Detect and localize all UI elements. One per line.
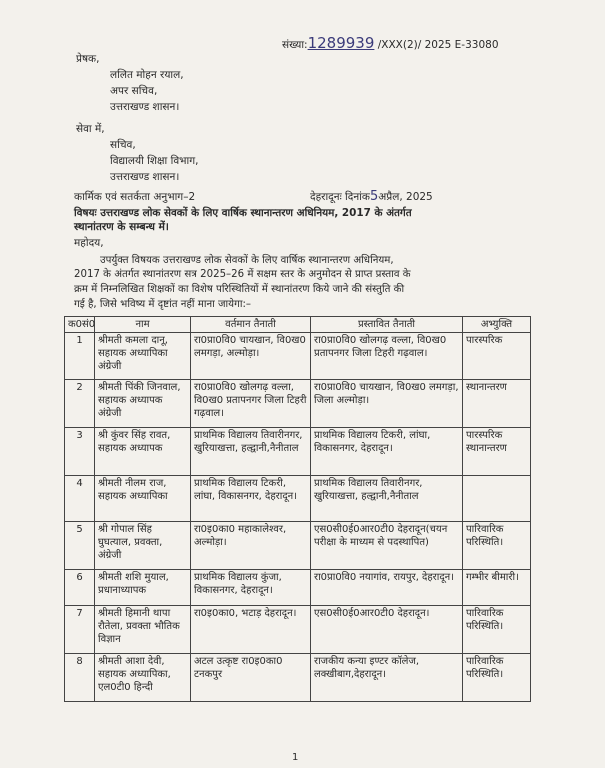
cell-name: श्रीमती हिमानी थापा रौतेला, प्रवक्ता भौतिक विज्ञान [95,606,191,654]
cell-proposed-posting: प्राथमिक विद्यालय टिकरी, लांघा, विकासनगर, देहरादून। [311,428,463,476]
cell-serial: 7 [65,606,95,654]
date-month-year: अप्रैल, 2025 [378,191,433,203]
header-proposed-posting: प्रस्तावित तैनाती [311,317,463,333]
recipient-heading: सेवा में, [76,123,105,135]
header-name: नाम [95,317,191,333]
cell-remark [463,476,531,522]
cell-current-posting: रा0प्रा0वि0 खोलगढ़ वल्ला, वि0ख0 प्रतापनगर जिला टिहरी गढ़वाल। [191,380,311,428]
header-serial: क0सं0 [65,317,95,333]
cell-name: श्रीमती कमला दानू, सहायक अध्यापिका अंग्रेजी [95,333,191,380]
sender-name: ललित मोहन रयाल, [110,69,184,81]
cell-proposed-posting: एस0सी0ई0आर0टी0 देहरादून। [311,606,463,654]
cell-proposed-posting: राजकीय कन्या इण्टर कॉलेज, लक्खीबाग,देहरादून। [311,654,463,702]
header-current-posting: वर्तमान तैनाती [191,317,311,333]
body-line-4: गई है, जिसे भविष्य में दृष्टांत नहीं माना जायेगा:– [74,299,251,310]
date-day-handwritten: 5 [369,189,379,204]
body-line-2: 2017 के अंतर्गत स्थानांतरण सत्र 2025–26 में सक्षम स्तर के अनुमोदन से प्राप्त प्रस्ताव के [74,269,411,280]
table-row [65,476,531,522]
cell-serial: 2 [65,380,95,428]
table-header-row [65,317,531,333]
department-name: कार्मिक एवं सतर्कता अनुभाग–2 [74,191,196,203]
cell-name: श्रीमती नीलम राज, सहायक अध्यापिका [95,476,191,522]
cell-name: श्रीमती पिंकी जिनवाल, सहायक अध्यापक अंग्रेजी [95,380,191,428]
table-row [65,606,531,654]
cell-current-posting: प्राथमिक विद्यालय कुंजा, विकासनगर, देहरादून। [191,570,311,606]
recipient-designation: सचिव, [110,139,136,151]
reference-number [282,36,499,52]
table-row [65,654,531,702]
page-number: 1 [292,752,299,763]
place-date-label: देहरादूनः दिनांक [310,191,370,203]
table-row [65,428,531,476]
cell-proposed-posting: रा0प्रा0वि0 नयागांव, रायपुर, देहरादून। [311,570,463,606]
cell-remark: पारिवारिक परिस्थिति। [463,654,531,702]
cell-remark: पारस्परिक [463,333,531,380]
table-row [65,333,531,380]
cell-remark: गम्भीर बीमारी। [463,570,531,606]
cell-proposed-posting: रा0प्रा0वि0 चायखान, वि0ख0 लमगड़ा, जिला अल्मोड़ा। [311,380,463,428]
cell-proposed-posting: एस0सी0ई0आर0टी0 देहरादून(चयन परीक्षा के माध्यम से पदस्थापित) [311,522,463,570]
cell-name: श्रीमती आशा देवी, सहायक अध्यापिका, एल0टी0 हिन्दी [95,654,191,702]
header-remarks: अभ्युक्ति [463,317,531,333]
cell-current-posting: रा0इ0का0 महाकालेश्वर, अल्मोड़ा। [191,522,311,570]
salutation: महोदय, [74,237,104,249]
cell-serial: 3 [65,428,95,476]
reference-suffix: /XXX(2)/ 2025 E-33080 [377,39,499,51]
cell-current-posting: रा0इ0का0, भटाड़ देहरादून। [191,606,311,654]
reference-label: संख्या: [282,39,308,51]
cell-remark: स्थानान्तरण [463,380,531,428]
cell-name: श्री गोपाल सिंह घुघत्याल, प्रवक्ता, अंग्रेजी [95,522,191,570]
cell-serial: 1 [65,333,95,380]
cell-remark: पारस्परिक स्थानान्तरण [463,428,531,476]
table-row [65,522,531,570]
sender-designation: अपर सचिव, [110,85,158,97]
subject-line-2: स्थानांतरण के सम्बन्ध में। [74,221,169,233]
sender-office: उत्तराखण्ड शासन। [110,101,180,113]
subject-line-1: विषयः उत्तराखण्ड लोक सेवकों के लिए वार्षिक स्थानान्तरण अधिनियम, 2017 के अंतर्गत [74,207,412,219]
table-row [65,380,531,428]
cell-current-posting: रा0प्रा0वि0 चायखान, वि0ख0 लमगड़ा, अल्मोड़ा। [191,333,311,380]
recipient-office: उत्तराखण्ड शासन। [110,171,180,183]
cell-current-posting: अटल उत्कृष्ट रा0इ0का0 टनकपुर [191,654,311,702]
cell-proposed-posting: रा0प्रा0वि0 खोलगढ़ वल्ला, वि0ख0 प्रतापनगर जिला टिहरी गढ़वाल। [311,333,463,380]
cell-serial: 4 [65,476,95,522]
table-row [65,570,531,606]
recipient-department: विद्यालयी शिक्षा विभाग, [110,155,199,167]
sender-heading: प्रेषक, [76,53,100,65]
cell-name: श्री कुंवर सिंह रावत, सहायक अध्यापक [95,428,191,476]
cell-proposed-posting: प्राथमिक विद्यालय तिवारीनगर, खुरियाखत्ता, हल्द्वानी,नैनीताल [311,476,463,522]
body-line-3: क्रम में निम्नलिखित शिक्षकों का विशेष परिस्थितियों में स्थानांतरण किये जाने की संस्तुति की [74,284,405,295]
cell-current-posting: प्राथमिक विद्यालय तिवारीनगर, खुरियाखत्ता, हल्द्वानी,नैनीताल [191,428,311,476]
cell-serial: 8 [65,654,95,702]
cell-serial: 5 [65,522,95,570]
place-date [310,190,433,204]
body-line-1: उपर्युक्त विषयक उत्तराखण्ड लोक सेवकों के लिए वार्षिक स्थानान्तरण अधिनियम, [100,255,394,266]
cell-remark: पारिवारिक परिस्थिति। [463,522,531,570]
transfer-table [64,316,531,702]
cell-name: श्रीमती शशि मुयाल, प्रधानाध्यापक [95,570,191,606]
cell-remark: पारिवारिक परिस्थिति। [463,606,531,654]
reference-handwritten-number: 1289939 [307,34,375,52]
cell-serial: 6 [65,570,95,606]
cell-current-posting: प्राथमिक विद्यालय टिकरी, लांघा, विकासनगर, देहरादून। [191,476,311,522]
